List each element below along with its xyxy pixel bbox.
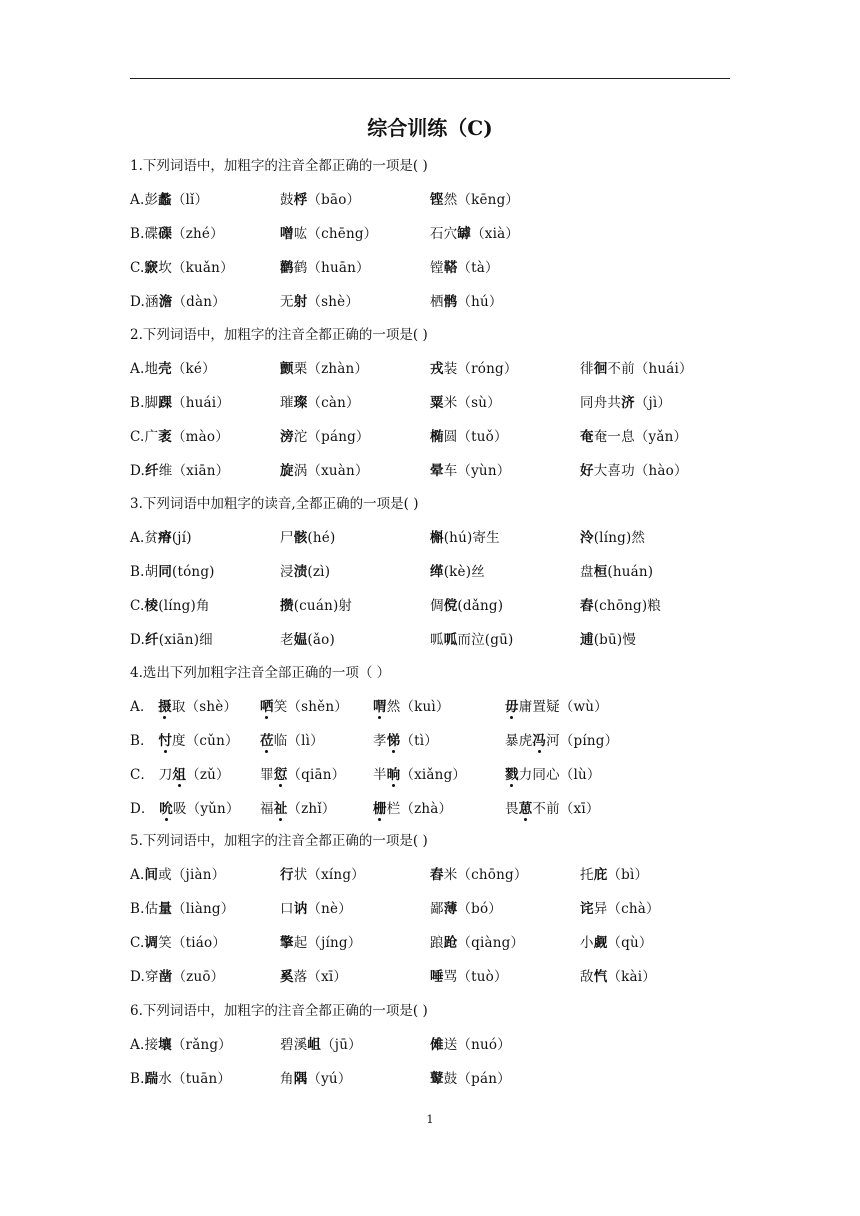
option-term: D.纤(xiān)细 xyxy=(130,632,213,648)
bold-character: 鹘 xyxy=(443,294,458,310)
bold-character: 纤 xyxy=(145,463,159,479)
bold-character: 射 xyxy=(293,294,308,310)
bold-character: 粟 xyxy=(430,395,444,411)
page-number: 1 xyxy=(426,1113,434,1126)
bold-character: 凿 xyxy=(158,969,173,985)
option-term: 徘徊不前（huái） xyxy=(580,361,693,377)
bold-character: 傥 xyxy=(443,598,458,614)
option-term: A.间或（jiàn） xyxy=(130,867,226,883)
option-term: 粟米（sù） xyxy=(430,395,501,411)
option-term: 好大喜功（hào） xyxy=(580,463,688,479)
option-term: 泠(líng)然 xyxy=(580,530,646,546)
bold-character: 骸 xyxy=(293,530,308,546)
option-row xyxy=(130,527,730,549)
option-term: 奚落（xī） xyxy=(280,969,348,985)
option-term: 诧异（chà） xyxy=(580,901,660,917)
option-term: 唾骂（tuò） xyxy=(430,969,508,985)
option-term: 毋庸置疑（wù） xyxy=(505,699,608,715)
option-term: 璀璨（càn） xyxy=(280,395,360,411)
option-term: A.地壳（ké） xyxy=(130,361,216,377)
option-term: A.接壤（rǎng） xyxy=(130,1037,232,1053)
option-term: 舂(chōng)粮 xyxy=(580,598,662,614)
bold-character: 椭 xyxy=(430,429,444,445)
bold-character: 蠡 xyxy=(158,192,172,208)
bold-character: 戎 xyxy=(430,361,444,377)
page-title: 综合训练（C) xyxy=(367,116,493,140)
option-term: C.调笑（tiáo） xyxy=(130,935,227,951)
option-term: 踉跄（qiàng） xyxy=(430,935,525,951)
bold-character: 纤 xyxy=(145,632,159,648)
option-term: 鹳鹤（huān） xyxy=(280,260,370,276)
option-term: 颤栗（zhàn） xyxy=(280,361,369,377)
bold-character: 擎 xyxy=(280,935,294,951)
option-row xyxy=(130,291,730,313)
option-term: C.广袤（mào） xyxy=(130,429,229,445)
bold-character: 晌 xyxy=(386,767,401,783)
bold-character: 渍 xyxy=(293,564,308,580)
bold-character: 愆 xyxy=(273,767,288,783)
bold-character: 媪 xyxy=(293,632,308,648)
question-stem: 5.下列词语中，加粗字的注音全都正确的一项是( ) xyxy=(130,833,428,849)
bold-character: 壳 xyxy=(158,361,172,377)
bold-character: 祉 xyxy=(273,801,288,817)
bold-character: 鞳 xyxy=(443,260,458,276)
option-term: 逋(bū)慢 xyxy=(580,632,637,648)
bold-character: 行 xyxy=(280,867,294,883)
option-row xyxy=(130,257,730,279)
option-term: 戎装（róng） xyxy=(430,361,518,377)
bold-character: 唾 xyxy=(430,969,444,985)
bold-character: 间 xyxy=(144,867,159,883)
bold-character: 葸 xyxy=(518,801,533,817)
bold-character: 袤 xyxy=(158,429,172,445)
option-term: 托庇（bì） xyxy=(580,867,649,883)
option-term: D.纤维（xiān） xyxy=(130,463,230,479)
option-row xyxy=(130,696,730,718)
bold-character: 同 xyxy=(158,564,173,580)
bold-character: 莅 xyxy=(260,733,274,749)
option-term: 槲(hú)寄生 xyxy=(430,530,500,546)
option-term: 倜傥(dǎng) xyxy=(430,598,504,614)
option-term: 鼙鼓（pán） xyxy=(430,1071,511,1087)
bold-character: 窾 xyxy=(144,260,159,276)
option-term: 同舟共济（jì） xyxy=(580,395,672,411)
bold-character: 奚 xyxy=(280,969,294,985)
option-row xyxy=(130,629,730,651)
option-term: A.贫瘠(jí) xyxy=(130,530,192,546)
option-term: 浸渍(zì) xyxy=(280,564,331,580)
bold-character: 摄 xyxy=(158,699,172,715)
bold-character: 调 xyxy=(144,935,159,951)
bold-character: 忖 xyxy=(158,733,173,749)
bold-character: 讷 xyxy=(293,901,308,917)
bold-character: 跄 xyxy=(443,935,458,951)
question-stem: 2.下列词语中，加粗字的注音全都正确的一项是( ) xyxy=(130,327,428,343)
bold-character: 棱 xyxy=(144,598,159,614)
bold-character: 壤 xyxy=(158,1037,172,1053)
option-term: 鼓桴（bāo） xyxy=(280,192,361,208)
option-term: 罪愆（qiān） xyxy=(260,767,346,783)
option-term: 敌忾（kài） xyxy=(580,969,656,985)
option-row xyxy=(130,426,730,448)
option-row xyxy=(130,595,730,617)
bold-character: 磲 xyxy=(158,226,173,242)
option-term: 戮力同心（lù） xyxy=(505,767,601,783)
bold-character: 踝 xyxy=(158,395,173,411)
bold-character: 济 xyxy=(621,395,635,411)
option-row xyxy=(130,358,730,380)
bold-character: 徊 xyxy=(593,361,608,377)
bold-character: 舂 xyxy=(580,598,594,614)
option-term: B.踹水（tuān） xyxy=(130,1071,232,1087)
option-term: 攒(cuán)射 xyxy=(280,598,353,614)
option-row xyxy=(130,561,730,583)
option-term: 晕车（yùn） xyxy=(430,463,511,479)
bold-character: 攒 xyxy=(280,598,294,614)
bold-character: 泠 xyxy=(580,530,594,546)
option-row xyxy=(130,798,730,820)
option-term: B.估量（liàng） xyxy=(130,901,235,917)
bold-character: 悌 xyxy=(386,733,401,749)
bold-character: 晕 xyxy=(430,463,444,479)
option-term: D． 吮吸（yǔn） xyxy=(130,801,240,817)
option-term: 镗鞳（tà） xyxy=(430,260,499,276)
bold-character: 戮 xyxy=(505,767,519,783)
option-term: 旋涡（xuàn） xyxy=(280,463,369,479)
bold-character: 铿 xyxy=(430,192,444,208)
option-term: 呱呱而泣(gū) xyxy=(430,632,514,648)
option-term: B.胡同(tóng) xyxy=(130,564,215,580)
bold-character: 觑 xyxy=(593,935,608,951)
bold-character: 璨 xyxy=(293,395,308,411)
option-row xyxy=(130,730,730,752)
option-row xyxy=(130,392,730,414)
bold-character: 澹 xyxy=(158,294,173,310)
option-term: 舂米（chōng） xyxy=(430,867,528,883)
option-term: A.彭蠡（lǐ） xyxy=(130,192,209,208)
question-stem: 6.下列词语中，加粗字的注音全都正确的一项是( ) xyxy=(130,1003,428,1019)
option-row xyxy=(130,460,730,482)
option-term: 铿然（kēng） xyxy=(430,192,520,208)
bold-character: 鹳 xyxy=(280,260,294,276)
option-row xyxy=(130,932,730,954)
option-term: A． 摄取（shè） xyxy=(130,699,238,715)
bold-character: 哂 xyxy=(260,699,274,715)
option-row xyxy=(130,1068,730,1090)
bold-character: 舂 xyxy=(430,867,444,883)
option-row xyxy=(130,966,730,988)
bold-character: 桓 xyxy=(593,564,608,580)
option-term: B.碟磲（zhé） xyxy=(130,226,224,242)
bold-character: 好 xyxy=(580,463,594,479)
bold-character: 颤 xyxy=(280,361,294,377)
bold-character: 诧 xyxy=(580,901,594,917)
option-term: 无射（shè） xyxy=(280,294,360,310)
bold-character: 隅 xyxy=(293,1071,308,1087)
bold-character: 俎 xyxy=(172,767,187,783)
bold-character: 毋 xyxy=(505,699,519,715)
question-stem: 3.下列词语中加粗字的读音,全都正确的一项是( ) xyxy=(130,496,419,512)
bold-character: 槲 xyxy=(430,530,444,546)
option-term: 喟然（kuì） xyxy=(373,699,450,715)
option-term: D.穿凿（zuō） xyxy=(130,969,225,985)
bold-character: 薄 xyxy=(443,901,458,917)
option-row xyxy=(130,223,730,245)
bold-character: 罅 xyxy=(457,226,472,242)
option-term: 石穴罅（xià） xyxy=(430,226,520,242)
option-term: 椭圆（tuǒ） xyxy=(430,429,508,445)
option-term: 角隅（yú） xyxy=(280,1071,352,1087)
option-term: B.脚踝（huái） xyxy=(130,395,230,411)
option-term: 老媪(ǎo) xyxy=(280,632,335,648)
bold-character: 逋 xyxy=(580,632,594,648)
bold-character: 庇 xyxy=(593,867,608,883)
option-term: 小觑（qù） xyxy=(580,935,653,951)
option-row xyxy=(130,764,730,786)
bold-character: 喟 xyxy=(373,699,387,715)
option-term: 栖鹘（hú） xyxy=(430,294,503,310)
bold-character: 缂 xyxy=(430,564,444,580)
question-stem: 1.下列词语中，加粗字的注音全都正确的一项是( ) xyxy=(130,158,428,174)
bold-character: 量 xyxy=(158,901,173,917)
option-row xyxy=(130,864,730,886)
bold-character: 冯 xyxy=(532,733,547,749)
option-term: 噌吰（chēng） xyxy=(280,226,378,242)
option-term: C.棱(líng)角 xyxy=(130,598,210,614)
option-term: 孝悌（tì） xyxy=(373,733,438,749)
bold-character: 噌 xyxy=(280,226,294,242)
option-term: 擎起（jíng） xyxy=(280,935,362,951)
bold-character: 瘠 xyxy=(158,530,172,546)
option-row xyxy=(130,189,730,211)
bold-character: 踹 xyxy=(144,1071,159,1087)
option-term: 哂笑（shěn） xyxy=(260,699,348,715)
option-term: 鄙薄（bó） xyxy=(430,901,502,917)
option-row xyxy=(130,898,730,920)
option-row xyxy=(130,1034,730,1056)
option-term: 暴虎冯河（píng） xyxy=(505,733,619,749)
bold-character: 栅 xyxy=(373,801,387,817)
option-term: C.窾坎（kuǎn） xyxy=(130,260,234,276)
bold-character: 吮 xyxy=(159,801,173,817)
bold-character: 呱 xyxy=(443,632,458,648)
option-term: 行状（xíng） xyxy=(280,867,365,883)
option-term: 口讷（nè） xyxy=(280,901,352,917)
option-term: C． 刀俎（zǔ） xyxy=(130,767,230,783)
bold-character: 桴 xyxy=(293,192,308,208)
option-term: D.涵澹（dàn） xyxy=(130,294,226,310)
option-term: 畏葸不前（xī） xyxy=(505,801,600,817)
option-term: 缂(kè)丝 xyxy=(430,564,485,580)
option-term: 盘桓(huán) xyxy=(580,564,654,580)
bold-character: 忾 xyxy=(593,969,608,985)
option-term: 栅栏（zhà） xyxy=(373,801,453,817)
question-stem: 4.选出下列加粗字注音全部正确的一项（ ） xyxy=(130,665,391,681)
option-term: 尸骸(hé) xyxy=(280,530,336,546)
bold-character: 傩 xyxy=(430,1037,444,1053)
option-term: 半晌（xiǎng） xyxy=(373,767,467,783)
bold-character: 奄 xyxy=(580,429,594,445)
bold-character: 岨 xyxy=(307,1037,322,1053)
option-term: 莅临（lì） xyxy=(260,733,324,749)
bold-character: 鼙 xyxy=(430,1071,444,1087)
bold-character: 滂 xyxy=(280,429,294,445)
option-term: 福祉（zhǐ） xyxy=(260,801,336,817)
option-term: 碧溪岨（jū） xyxy=(280,1037,362,1053)
option-term: B． 忖度（cǔn） xyxy=(130,733,239,749)
option-term: 奄奄一息（yǎn） xyxy=(580,429,688,445)
option-term: 傩送（nuó） xyxy=(430,1037,511,1053)
option-term: 滂沱（páng） xyxy=(280,429,370,445)
bold-character: 旋 xyxy=(280,463,294,479)
